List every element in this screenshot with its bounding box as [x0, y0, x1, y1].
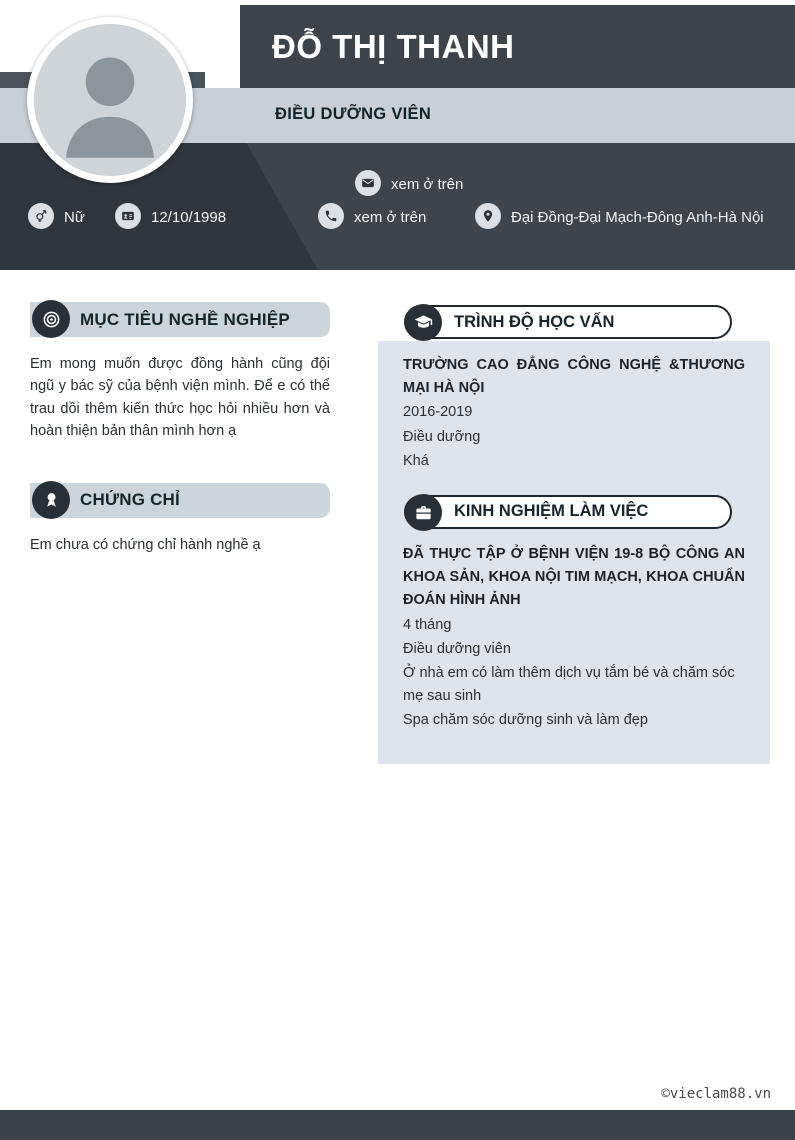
- name-band: [240, 5, 795, 88]
- certificate-body: Em chưa có chứng chỉ hành nghề ạ: [30, 536, 261, 553]
- certificate-section-header: [30, 483, 330, 518]
- education-title: TRÌNH ĐỘ HỌC VẤN: [454, 312, 615, 331]
- education-period: 2016-2019: [403, 404, 473, 421]
- objective-title: MỤC TIÊU NGHỀ NGHIỆP: [80, 309, 290, 329]
- objective-body: Em mong muốn được đồng hành cũng đội ngũ y bác sỹ của bệnh viện mình. Để e có thể trau dồi thêm kiến thức học hỏi nhiều hơn và hoàn thiện bản thân mình hơn ạ: [30, 356, 330, 440]
- job-title: ĐIỀU DƯỠNG VIÊN: [275, 105, 432, 123]
- education-section-header: [404, 305, 732, 339]
- gender-icon: [28, 203, 54, 229]
- avatar-placeholder: [34, 24, 186, 176]
- contact-email: [355, 170, 463, 196]
- site-watermark: ©vieclam88.vn: [661, 1086, 771, 1102]
- left-column: [30, 302, 330, 556]
- experience-role: Điều dưỡng viên: [403, 640, 511, 657]
- right-column: [378, 305, 770, 764]
- contact-email-value: xem ở trên: [391, 176, 464, 193]
- candidate-name: ĐỖ THỊ THANH: [272, 27, 515, 65]
- experience-title: KINH NGHIỆM LÀM VIỆC: [454, 502, 649, 521]
- medal-icon: [32, 481, 70, 519]
- experience-extra-line: Spa chăm sóc dưỡng sinh và làm đẹp: [403, 712, 648, 729]
- experience-extra-line: Ở nhà em có làm thêm dịch vụ tắm bé và chăm sóc mẹ sau sinh: [403, 664, 735, 705]
- id-card-icon: [115, 203, 141, 229]
- experience-duration: 4 tháng: [403, 616, 452, 633]
- certificate-title: CHỨNG CHỈ: [80, 490, 180, 510]
- contact-phone-value: xem ở trên: [354, 209, 427, 226]
- target-icon: [32, 300, 70, 338]
- contact-birthday: [115, 203, 226, 229]
- education-school: TRƯỜNG CAO ĐẲNG CÔNG NGHỆ &THƯƠNG MẠI HÀ NỘI: [403, 357, 745, 397]
- contact-address: [475, 203, 767, 229]
- phone-icon: [318, 203, 344, 229]
- location-pin-icon: [475, 203, 501, 229]
- contact-address-value: Đại Đồng-Đại Mạch-Đông Anh-Hà Nội: [511, 209, 764, 226]
- right-panel: [378, 341, 770, 764]
- graduation-cap-icon: [405, 304, 442, 341]
- footer-band: [0, 1110, 795, 1140]
- contact-gender: [28, 203, 85, 229]
- profile-photo: [27, 17, 193, 183]
- education-grade: Khá: [403, 452, 429, 469]
- contact-phone: [318, 203, 426, 229]
- objective-section-header: [30, 302, 330, 337]
- contact-gender-value: Nữ: [64, 209, 85, 226]
- education-major: Điều dưỡng: [403, 428, 481, 445]
- contact-birthday-value: 12/10/1998: [151, 209, 227, 226]
- email-icon: [355, 170, 381, 196]
- experience-employer: ĐÃ THỰC TẬP Ở BỆNH VIỆN 19-8 BỘ CÔNG AN KHOA SẢN, KHOA NỘI TIM MẠCH, KHOA CHUẨN ĐOÁN HÌNH ẢNH: [403, 545, 745, 609]
- briefcase-icon: [405, 494, 442, 531]
- experience-section-header: [404, 495, 732, 529]
